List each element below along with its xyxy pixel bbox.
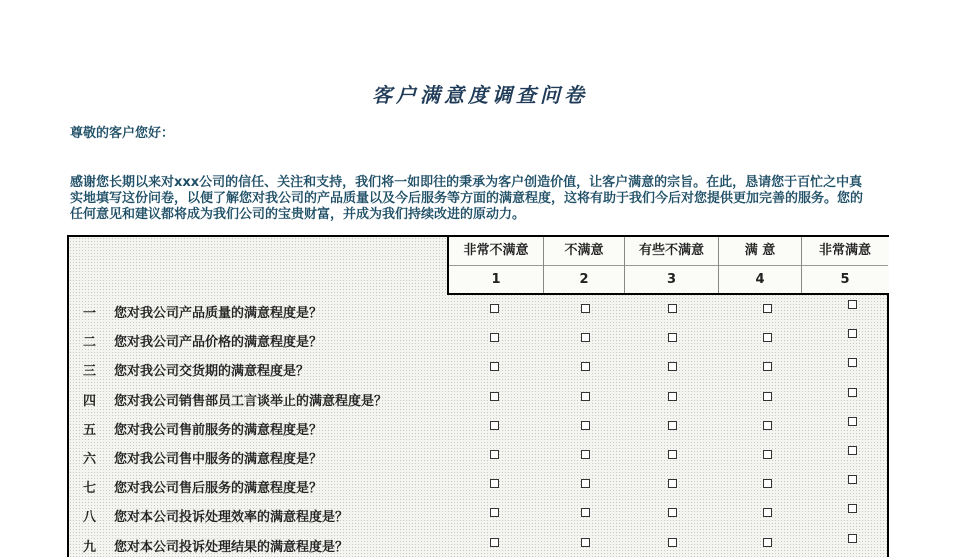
question-number: 四 — [83, 393, 97, 409]
question-row — [69, 471, 887, 500]
scale-number: 3 — [666, 272, 677, 287]
question-number: 五 — [83, 422, 97, 438]
rating-checkbox-1[interactable] — [490, 392, 499, 401]
question-number: 八 — [83, 510, 97, 526]
question-text: 您对我公司产品价格的满意程度是？ — [114, 335, 323, 351]
rating-checkbox-5[interactable] — [848, 358, 857, 367]
rating-checkbox-1[interactable] — [490, 450, 499, 459]
rating-checkbox-4[interactable] — [763, 362, 772, 371]
scale-number: 1 — [491, 272, 501, 287]
scale-label: 非常满意 — [802, 237, 888, 266]
question-text: 您对本公司投诉处理效率的满意程度是？ — [114, 510, 349, 526]
rating-checkbox-1[interactable] — [490, 304, 499, 313]
question-row — [69, 442, 887, 471]
rating-checkbox-1[interactable] — [490, 421, 499, 430]
scale-col-1 — [449, 237, 544, 293]
rating-checkbox-1[interactable] — [490, 333, 499, 342]
rating-checkbox-3[interactable] — [668, 538, 677, 547]
question-number: 三 — [83, 364, 97, 380]
rating-checkbox-2[interactable] — [581, 421, 590, 430]
question-number: 九 — [83, 539, 97, 555]
question-number: 六 — [83, 452, 97, 467]
greeting: 尊敬的客户您好： — [70, 126, 175, 141]
scale-number: 4 — [755, 272, 765, 287]
rating-checkbox-5[interactable] — [848, 504, 857, 513]
rating-checkbox-5[interactable] — [848, 300, 857, 309]
question-row — [69, 500, 887, 529]
rating-checkbox-2[interactable] — [581, 479, 590, 488]
question-number: 七 — [83, 481, 97, 497]
scale-label: 不满意 — [544, 237, 624, 266]
question-row — [69, 530, 887, 559]
rating-checkbox-2[interactable] — [581, 450, 590, 459]
rating-checkbox-3[interactable] — [668, 508, 677, 517]
question-text: 您对我公司售后服务的满意程度是？ — [114, 481, 323, 497]
rating-checkbox-2[interactable] — [581, 538, 590, 547]
rating-checkbox-4[interactable] — [763, 392, 772, 401]
question-text: 您对我公司售前服务的满意程度是？ — [114, 422, 323, 438]
rating-checkbox-1[interactable] — [490, 538, 499, 547]
rating-scale-header — [447, 237, 889, 295]
rating-checkbox-3[interactable] — [668, 479, 677, 488]
rating-checkbox-5[interactable] — [848, 417, 857, 426]
question-row — [69, 325, 887, 354]
rating-checkbox-5[interactable] — [848, 534, 857, 543]
rating-checkbox-2[interactable] — [581, 392, 590, 401]
question-text: 您对我公司产品质量的满意程度是？ — [114, 306, 323, 321]
rating-checkbox-4[interactable] — [763, 538, 772, 547]
page-title: 客户满意度调查问卷 — [372, 83, 588, 107]
scale-col-5 — [802, 237, 888, 293]
survey-table — [67, 235, 889, 557]
question-row — [69, 384, 887, 413]
rating-checkbox-1[interactable] — [490, 508, 499, 517]
question-number: 一 — [83, 306, 97, 321]
rating-checkbox-3[interactable] — [668, 392, 677, 401]
rating-checkbox-5[interactable] — [848, 446, 857, 455]
rating-checkbox-4[interactable] — [763, 508, 772, 517]
rating-checkbox-3[interactable] — [668, 362, 677, 371]
scale-label: 非常不满意 — [449, 237, 543, 266]
rating-checkbox-3[interactable] — [668, 333, 677, 342]
question-row — [69, 413, 887, 442]
scale-label: 满 意 — [719, 237, 801, 266]
question-row — [69, 296, 887, 325]
rating-checkbox-4[interactable] — [763, 450, 772, 459]
rating-checkbox-3[interactable] — [668, 450, 677, 459]
scale-col-3 — [625, 237, 719, 293]
question-row — [69, 354, 887, 383]
rating-checkbox-3[interactable] — [668, 421, 677, 430]
rating-checkbox-2[interactable] — [581, 362, 590, 371]
rating-checkbox-1[interactable] — [490, 362, 499, 371]
intro-paragraph: 感谢您长期以来对xxx公司的信任、关注和支持，我们将一如即往的秉承为客户创造价值，让客户满意的宗旨。在此，恳请您于百忙之中真实地填写这份问卷，以便了解您对我公司的产品质量以及今后服务等方面的满意程度，这将有助于我们今后对您提供更加完善的服务。您的任何意见和建议都将成为我们公司的宝贵财富，并成为我们持续改进的原动力。 — [70, 175, 864, 222]
question-text: 您对我公司销售部员工言谈举止的满意程度是？ — [114, 393, 388, 409]
question-number: 二 — [83, 335, 97, 351]
rating-checkbox-4[interactable] — [763, 304, 772, 313]
scale-col-4 — [719, 237, 802, 293]
rating-checkbox-4[interactable] — [763, 333, 772, 342]
rating-checkbox-5[interactable] — [848, 388, 857, 397]
rating-checkbox-2[interactable] — [581, 304, 590, 313]
rating-checkbox-4[interactable] — [763, 479, 772, 488]
scale-number: 2 — [579, 272, 589, 287]
rating-checkbox-1[interactable] — [490, 479, 499, 488]
scale-col-2 — [544, 237, 625, 293]
rating-checkbox-3[interactable] — [668, 304, 677, 313]
scale-label: 有些不满意 — [625, 237, 718, 266]
rating-checkbox-4[interactable] — [763, 421, 772, 430]
scale-number: 5 — [840, 272, 850, 287]
question-text: 您对我公司交货期的满意程度是？ — [114, 364, 310, 380]
rating-checkbox-2[interactable] — [581, 333, 590, 342]
rating-checkbox-5[interactable] — [848, 329, 857, 338]
rating-checkbox-2[interactable] — [581, 508, 590, 517]
rating-checkbox-5[interactable] — [848, 475, 857, 484]
question-text: 您对本公司投诉处理结果的满意程度是？ — [114, 539, 349, 555]
question-text: 您对我公司售中服务的满意程度是？ — [114, 452, 323, 467]
